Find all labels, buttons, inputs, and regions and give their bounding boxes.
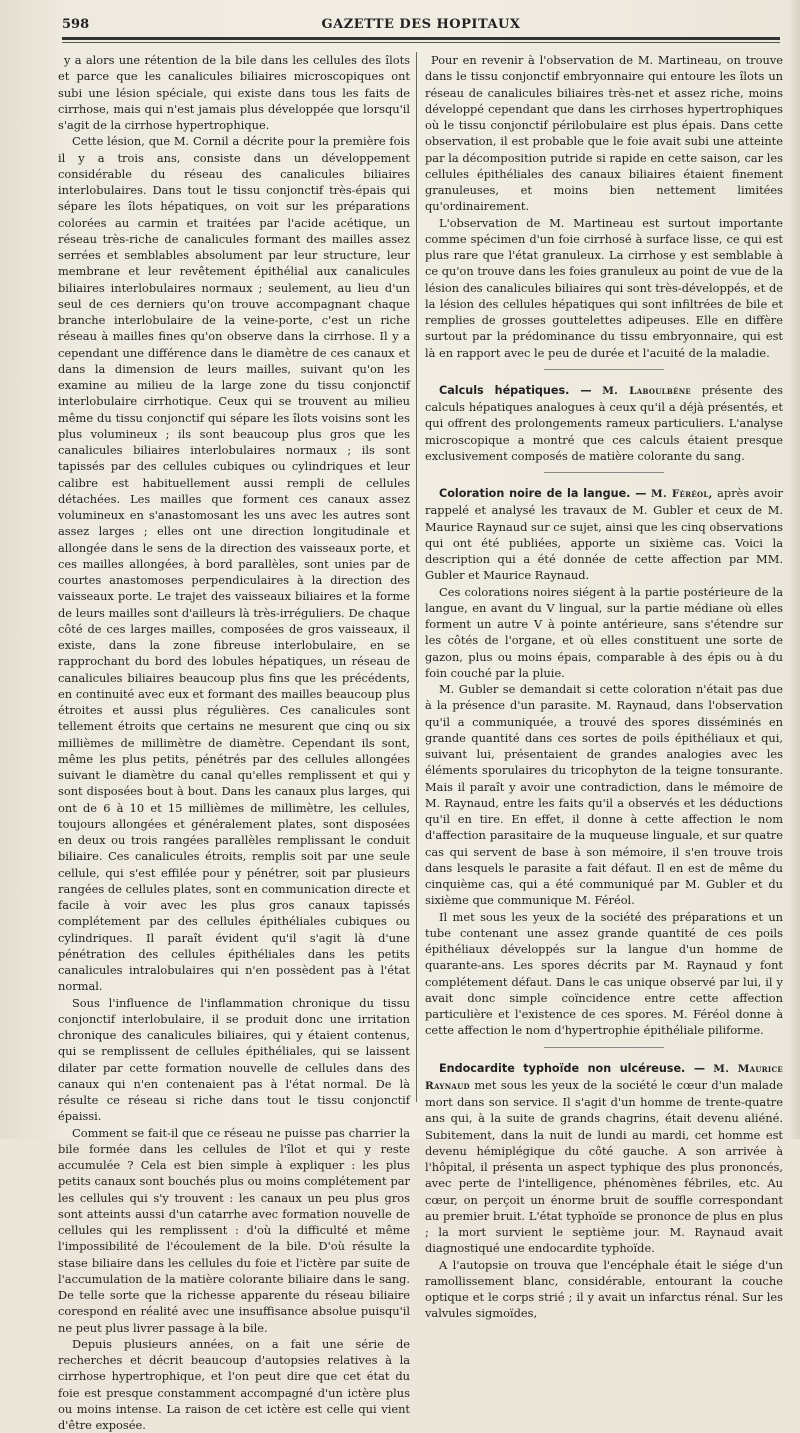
- column-divider: [416, 52, 417, 1102]
- paragraph: Comment se fait-il que ce réseau ne puisse pas charrier la bile formée dans les cellules de l'îlot et qui y reste accumulée ? Cela est bien simple à expliquer : les plus petits canaux sont bouchés plus ou moins complétement par les cellules qui s'y trouvent : les canaux un peu plus gros sont atteints aussi d'un catarrhe avec formation nouvelle de cellules qui les remplissent : d'où la difficulté et même l'impossibilité de l'écoulement de la bile. D'où résulte la stase biliaire dans les cellules du foie et l'ictère par suite de l'accumulation de la matière colorante biliaire dans le sang. De telle sorte que la richesse apparente du réseau biliaire corespond en réalité avec une insuffisance absolue puisqu'il ne peut plus livrer passage à la bile.: [58, 1125, 410, 1335]
- section-text: après avoir rappelé et analysé les travaux de M. Gubler et ceux de M. Maurice Raynaud sur ce sujet, ainsi que les cinq observations qui ont été publiées, apporte un sixième cas. Voici la description qui a été donnée de cette affection par MM. Gubler et Maurice Raynaud.: [425, 486, 783, 583]
- paragraph: Ces colorations noires siégent à la partie postérieure de la langue, en avant du V lingual, sur la partie médiane où elles forment un autre V à pointe antérieure, sans s'étendre sur les côtés de l'organe, et où elles constituent une sorte de gazon, plus ou moins épais, comparable à des épis ou à du foin couché par la pluie.: [425, 584, 783, 680]
- page-edge-shadow: [790, 0, 800, 1139]
- paragraph: L'observation de M. Martineau est surtout importante comme spécimen d'un foie cirrhosé à surface lisse, ce qui est plus rare que l'état granuleux. La cirrhose y est semblable à ce qu'on trouve dans les foies granuleux au point de vue de la lésion des canalicules biliaires qui sont très-développés, et de la lésion des cellules hépatiques qui sont infiltrées de bile et remplies de grosses gouttelettes adipeuses. Elle en diffère surtout par la prédominance du tissu embryonnaire, qui est là en rapport avec le peu de durée et l'acuité de la maladie.: [425, 215, 783, 360]
- header-rule-thin: [62, 42, 780, 43]
- paragraph: M. Gubler se demandait si cette coloration n'était pas due à la présence d'un parasite. M. Raynaud, dans l'observation qu'il a communiquée, a trouvé des spores disséminés en grande quantité dans ces sortes de poils épithéliaux et qui, suivant lui, présentaient de grandes analogies avec les éléments sporulaires du tricophyton de la teigne tonsurante. Mais il paraît y avoir une contradiction, dans le mémoire de M. Raynaud, entre les faits qu'il a observés et les déductions qu'il en tire. En effet, il donne à cette affection le nom d'affection parasitaire de la muqueuse linguale, et sur quatre cas qui servent de base à son mémoire, il s'en trouve trois dans lesquels le parasite a fait défaut. Il en est de même du cinquième cas, qui a été communiqué par M. Gubler et du sixième que communique M. Féréol.: [425, 682, 783, 908]
- section-calculs-hepatiques: [425, 382, 783, 464]
- section-text: présente des calculs hépatiques analogues à ceux qu'il a déjà présentés, et qui offrent des prolongements rameux particuliers. L'analyse microscopique a montré que ces calculs étaient presque exclusivement composés de matière colorante du sang.: [425, 382, 783, 463]
- section-author: M. Féréol,: [651, 488, 713, 500]
- paragraph: Depuis plusieurs années, on a fait une série de recherches et décrit beaucoup d'autopsies relatives à la cirrhose hypertrophique, et l'on peut dire que cet état du foie est presque constamment accompagné d'un ictère plus ou moins intense. La raison de cet ictère est celle qui vient d'être exposée.: [58, 1336, 410, 1432]
- paragraph: A l'autopsie on trouva que l'encéphale était le siége d'un ramollissement blanc, considérable, entourant la couche optique et le corps strié ; il y avait un infarctus rénal. Sur les valvules sigmoïdes,: [425, 1257, 783, 1321]
- journal-title: GAZETTE DES HOPITAUX: [321, 17, 521, 32]
- paragraph: Pour en revenir à l'observation de M. Martineau, on trouve dans le tissu conjonctif embryonnaire qui entoure les îlots un réseau de canalicules biliaires très-net et assez riche, moins développé cependant que dans les cirrhoses hypertrophiques où le tissu conjonctif périlobulaire est plus épais. Dans cette observation, il est probable que le foie avait subi une atteinte par la décomposition putride si rapide en cette saison, car les cellules épithéliales des canaux biliaires étaient finement granuleuses, et moins bien nettement limitées qu'ordinairement.: [425, 53, 783, 214]
- section-endocardite: [425, 1060, 783, 1257]
- page-header: [62, 14, 780, 36]
- section-divider: [544, 472, 664, 473]
- paragraph: y a alors une rétention de la bile dans les cellules des îlots et parce que les canalicules biliaires microscopiques ont subi une lésion spéciale, qui existe dans tous les faits de cirrhose, mais qui n'est jamais plus développée que lorsqu'il s'agit de la cirrhose hypertrophique.: [58, 53, 410, 132]
- section-heading: Endocardite typhoïde non ulcéreuse. —: [439, 1061, 706, 1075]
- paragraph: Sous l'influence de l'inflammation chronique du tissu conjonctif interlobulaire, il se produit donc une irritation chronique des canalicules biliaires, qui y étaient contenus, qui se remplissent de cellules épithéliales, qui se laissent dilater par cette formation nouvelle de cellules dans des canaux qui n'en contenaient pas à l'état normal. De là résulte ce réseau si riche dans tout le tissu conjonctif épaissi.: [58, 995, 410, 1124]
- header-rule-thick: [62, 37, 780, 40]
- section-author: M. Laboulbène: [602, 384, 692, 397]
- section-heading: Calculs hépatiques. —: [439, 383, 592, 397]
- page-number: 598: [62, 17, 90, 32]
- right-column: [425, 52, 783, 1322]
- section-author: M. Maurice Raynaud: [425, 1062, 784, 1092]
- section-divider: [544, 1047, 664, 1048]
- left-column: [58, 52, 410, 1433]
- paragraph: Cette lésion, que M. Cornil a décrite pour la première fois il y a trois ans, consiste dans un développement considérable du réseau des canalicules biliaires interlobulaires. Dans tout le tissu conjonctif très-épais qui sépare les îlots hépatiques, on voit sur les préparations colorées au carmin et traitées par l'acide acétique, un réseau très-riche de canalicules formant des mailles assez serrées et semblables absolument par leur structure, leur membrane et leur revêtement épithélial aux canalicules biliaires interlobulaires normaux ; seulement, au lieu d'un seul de ces derniers qu'on trouve accompagnant chaque branche interlobulaire de la veine-porte, c'est un riche réseau à mailles fines qu'on observe dans la cirrhose. Il y a cependant une différence dans le diamètre de ces canaux et dans la dimension de leurs mailles, suivant qu'on les examine au milieu de la large zone du tissu conjonctif interlobulaire cirrhotique. Ceux qui se trouvent au milieu même du tissu conjonctif qui sépare les îlots voisins sont les plus volumineux ; ils sont beaucoup plus gros que les canalicules biliaires interlobulaires normaux ; ils sont tapissés par des cellules cubiques ou cylindriques et leur calibre est habituellement aussi rempli de cellules détachées. Les mailles que forment ces canaux assez volumineux en s'anastomosant les uns avec les autres sont assez larges ; elles ont une direction longitudinale et allongée dans le sens de la direction des vaisseaux porte, et ces mailles allongées, à bord parallèles, sont unies par de courtes anastomoses perpendiculaires à la direction des vaisseaux porte. Le trajet des vaisseaux biliaires et la forme de leurs mailles sont d'ailleurs là très-irréguliers. De chaque côté de ces larges mailles, composées de gros vaisseaux, il existe, dans la zone fibreuse interlobulaire, en se rapprochant du bord des lobules hépatiques, un réseau de canalicules biliaires beaucoup plus fins que les précédents, en continuité avec eux et formant des mailles beaucoup plus étroites et aussi plus régulières. Ces canalicules sont tellement étroits que certains ne mesurent que cinq ou six millièmes de millimètre de diamètre. Cependant ils sont, même les plus petits, pénétrés par des cellules allongées suivant le diamètre du canal qu'elles remplissent et qui y sont disposées bout à bout. Dans les canaux plus larges, qui ont de 6 à 10 et 15 millièmes de millimètre, les cellules, toujours allongées et généralement plates, sont disposées en deux ou trois rangées parallèles remplissant le conduit biliaire. Ces canalicules étroits, remplis soit par une seule cellule, qui s'est effilée pour y pénétrer, soit par plusieurs rangées de cellules plates, sont en communication directe et facile à voir avec les plus gros canaux tapissés complétement par des cellules épithéliales cubiques ou cylindriques. Il paraît évident qu'il s'agit là d'une pénétration des cellules épithéliales dans les petits canalicules intralobulaires qui n'en possèdent pas à l'état normal.: [58, 134, 410, 994]
- section-heading: Coloration noire de la langue. —: [439, 487, 647, 500]
- section-text: met sous les yeux de la société le cœur d'un malade mort dans son service. Il s'agit d'un homme de trente-quatre ans qui, à la suite de grands chagrins, était devenu aliéné. Subitement, dans la nuit de lundi au mardi, cet homme est devenu hémiplégique du côté gauche. A son arrivée à l'hôpital, il présenta un aspect typhique des plus prononcés, avec perte de l'intelligence, phénomènes fébriles, etc. Au cœur, on perçoit un énorme bruit de souffle correspondant au premier bruit. L'état typhoïde se prononce de plus en plus ; la mort survient le septième jour. M. Raynaud avait diagnostiqué une endocardite typhoïde.: [425, 1077, 784, 1256]
- section-coloration-noire: [425, 485, 783, 584]
- section-divider: [544, 369, 664, 370]
- paragraph: Il met sous les yeux de la société des préparations et un tube contenant une assez grande quantité de ces poils épithéliaux développés sur la langue d'un homme de quarante-ans. Les spores décrits par M. Raynaud y font complétement défaut. Dans le cas unique observé par lui, il y avait donc simple coïncidence entre cette affection particulière et l'existence de ces spores. M. Féréol donne à cette affection le nom d'hypertrophie épithéliale piliforme.: [425, 909, 783, 1038]
